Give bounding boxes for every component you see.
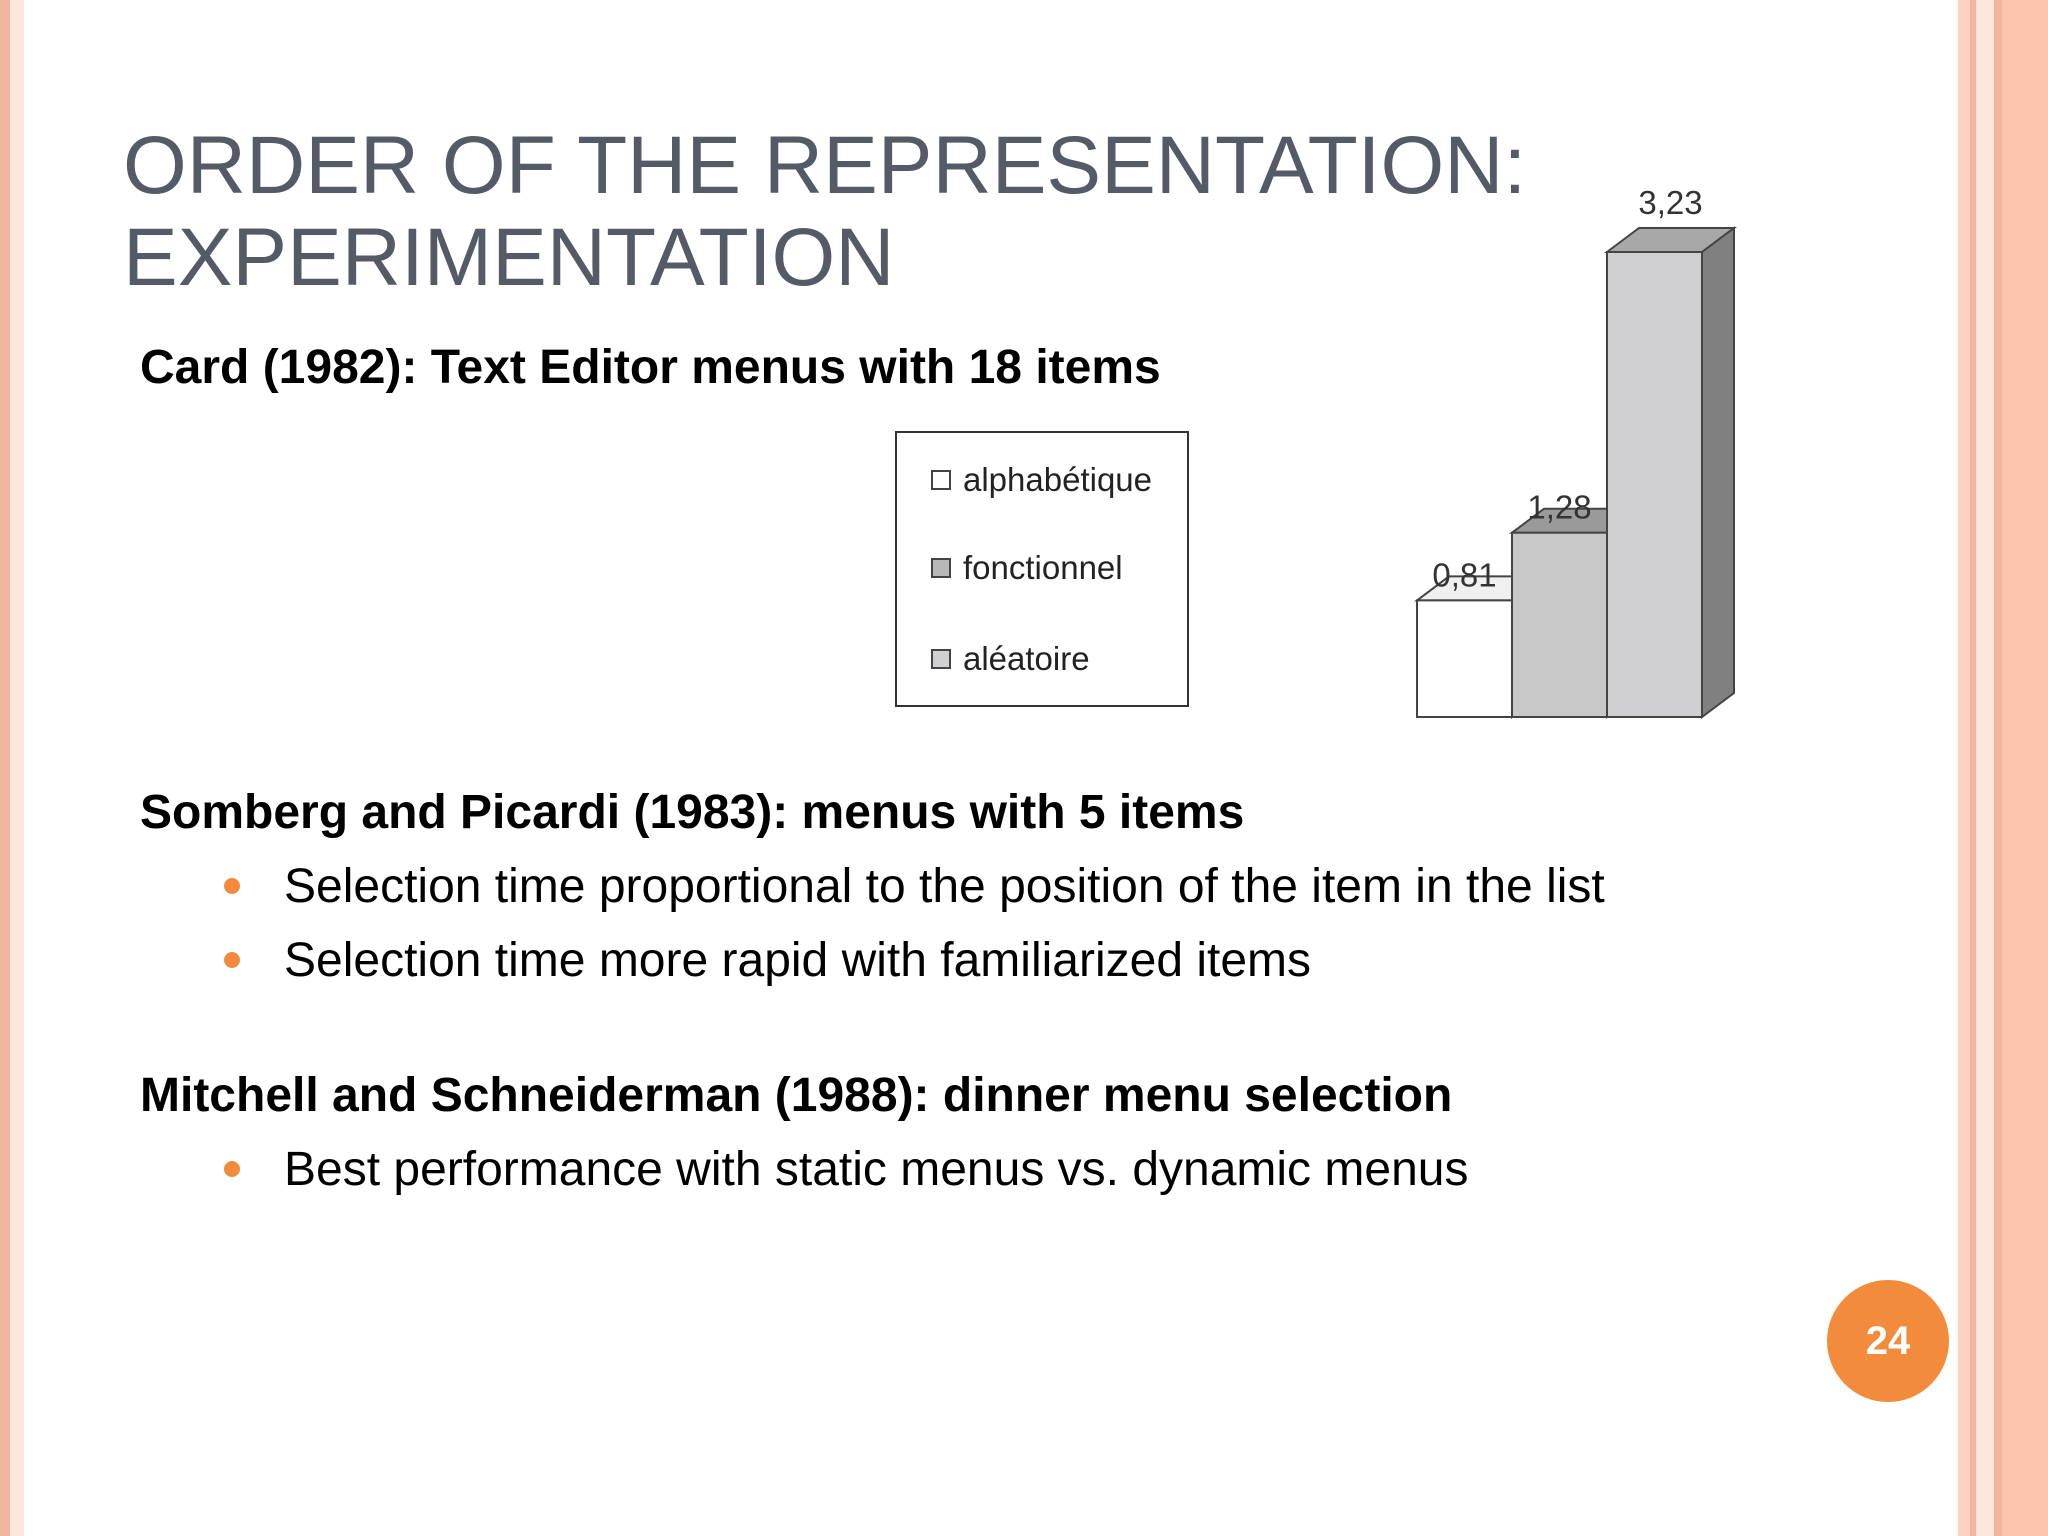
legend-swatch-alphabetique <box>931 470 951 490</box>
legend-label: fonctionnel <box>963 549 1123 586</box>
slide-title-line-1: ORDER OF THE REPRESENTATION: <box>123 120 1527 211</box>
legend-swatch-aleatoire <box>931 649 951 669</box>
list-item <box>220 924 1605 998</box>
bar-front-fonctionnel <box>1512 533 1607 717</box>
legend-item-aleatoire <box>931 640 1090 678</box>
bar-aleatoire <box>1607 228 1734 717</box>
bullet-text: Selection time more rapid with familiarized items <box>284 934 1312 987</box>
bar-chart <box>1380 170 1760 730</box>
bar-front-aleatoire <box>1607 252 1702 717</box>
bullet-list-mitchell <box>220 1133 1468 1207</box>
left-border-stripe <box>0 0 10 1536</box>
bullet-list-somberg <box>220 850 1605 998</box>
bar-side-aleatoire <box>1702 228 1734 717</box>
legend-label: aléatoire <box>963 640 1090 677</box>
bullet-text: Best performance with static menus vs. dynamic menus <box>284 1143 1469 1196</box>
legend-item-fonctionnel <box>931 549 1123 587</box>
right-border-stripe <box>2002 0 2048 1536</box>
right-border-stripe-light <box>1976 0 1994 1536</box>
left-border-stripe-light <box>10 0 24 1536</box>
legend-label: alphabétique <box>963 461 1153 498</box>
legend-item-alphabetique <box>931 461 1152 499</box>
bullet-icon <box>224 1161 240 1177</box>
bar-value-label-fonctionnel: 1,28 <box>1527 488 1592 526</box>
section-heading-somberg: Somberg and Picardi (1983): menus with 5 items <box>140 786 1245 839</box>
right-border-stripe <box>1958 0 1970 1536</box>
slide-title-line-2: EXPERIMENTATION <box>123 212 895 303</box>
bullet-icon <box>224 878 240 894</box>
list-item <box>220 1133 1468 1207</box>
section-heading-card: Card (1982): Text Editor menus with 18 items <box>140 341 1161 394</box>
list-item <box>220 850 1605 924</box>
bullet-text: Selection time proportional to the position of the item in the list <box>284 860 1605 913</box>
bar-value-label-aleatoire: 3,23 <box>1638 184 1703 221</box>
right-border-stripe <box>1994 0 2002 1536</box>
page-number-badge: 24 <box>1827 1280 1949 1402</box>
bar-value-label-alphabetique: 0,81 <box>1432 556 1497 594</box>
bullet-icon <box>224 952 240 968</box>
legend-swatch-fonctionnel <box>931 558 951 578</box>
slide-title <box>123 120 1526 304</box>
chart-legend <box>895 431 1189 707</box>
section-heading-mitchell: Mitchell and Schneiderman (1988): dinner menu selection <box>140 1069 1453 1122</box>
bar-front-alphabetique <box>1417 600 1512 717</box>
